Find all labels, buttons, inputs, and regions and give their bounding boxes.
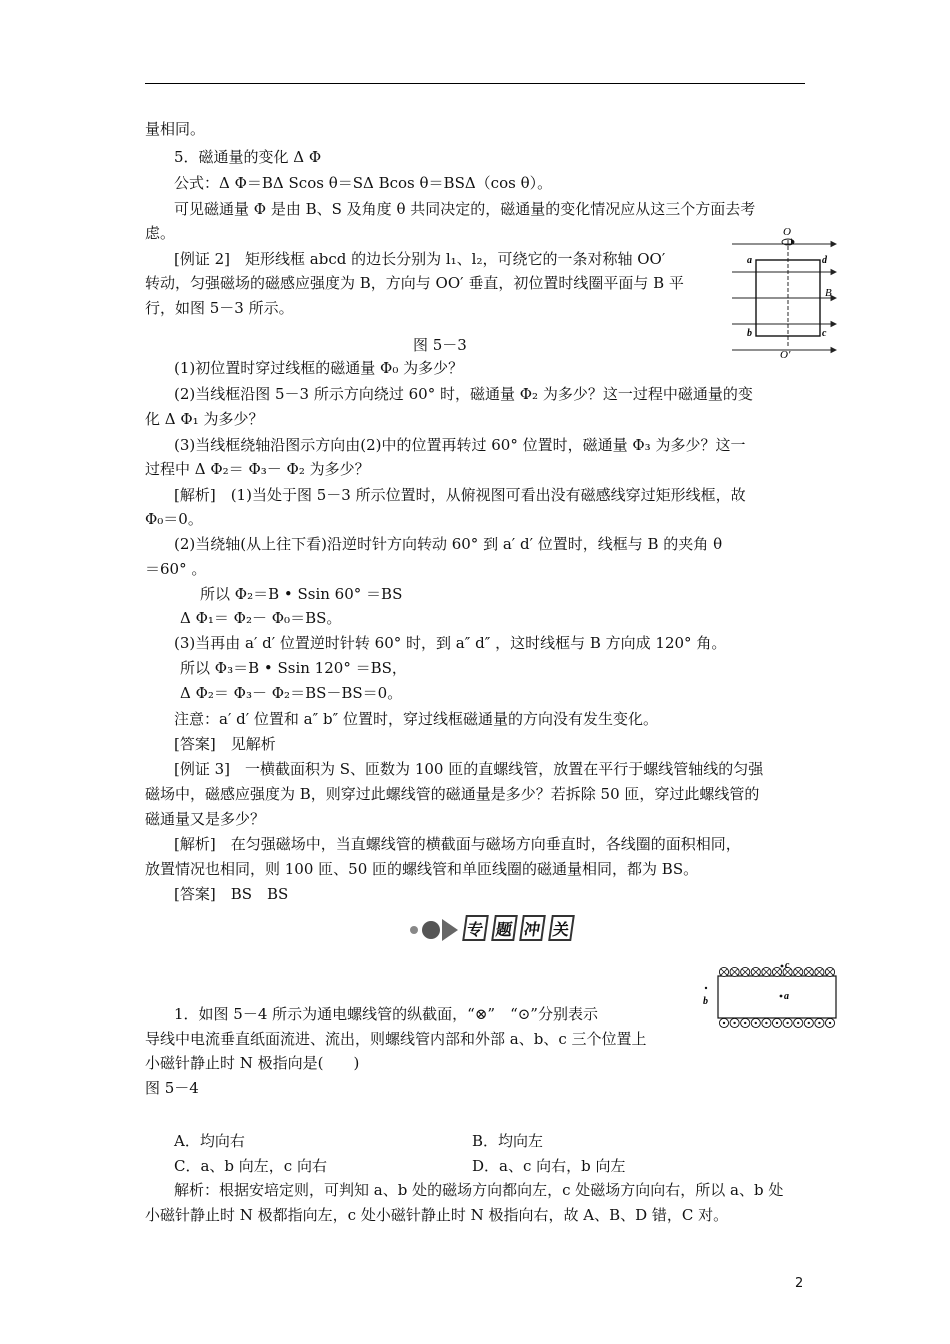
header-rule (145, 83, 805, 84)
fig54-label-b: b (703, 996, 708, 1007)
text-line: 转动，匀强磁场的磁感应强度为 B，方向与 OO′ 垂直，初位置时线圈平面与 B 平 (145, 274, 684, 292)
text-line: 磁场中，磁感应强度为 B，则穿过此螺线管的磁通量是多少？若拆除 50 匝，穿过此螺线管的 (145, 785, 760, 803)
text-line: 化 Δ Φ₁ 为多少？ (145, 410, 264, 428)
section-badge (404, 912, 576, 948)
badge-circle-icon (422, 921, 440, 939)
figure-5-3 (728, 226, 840, 360)
figure-5-4 (702, 958, 842, 1036)
text-line: 5．磁通量的变化 Δ Φ (174, 148, 322, 166)
text-line: [例证 3] 一横截面积为 S、匝数为 100 匝的直螺线管，放置在平行于螺线管轴线的匀强 (174, 760, 764, 778)
option-d: D．a、c 向右，b 向左 (472, 1157, 626, 1175)
fig54-label-a: a (784, 991, 789, 1002)
text-line: [解析] 在匀强磁场中，当直螺线管的横截面与磁场方向垂直时，各线圈的面积相同， (174, 835, 741, 853)
text-line: [答案] 见解析 (174, 735, 276, 753)
fig53-label-o: O (783, 226, 791, 238)
badge-dot-icon (410, 926, 418, 934)
fig53-label-a: a (747, 255, 752, 266)
badge-arrow-icon (442, 919, 458, 941)
badge-char: 冲 (519, 915, 545, 941)
text-line: 所以 Φ₂＝B • Ssin 60° ＝BS (200, 585, 403, 603)
fig53-label-c: c (822, 328, 827, 339)
text-line: 注意：a′ d′ 位置和 a″ b″ 位置时，穿过线框磁通量的方向没有发生变化。 (174, 710, 658, 728)
fig53-label-b: b (747, 328, 752, 339)
badge-char: 关 (548, 915, 574, 941)
option-a: A．均向右 (174, 1132, 245, 1150)
text-line: 虑。 (145, 224, 176, 242)
text-line: 可见磁通量 Φ 是由 B、S 及角度 θ 共同决定的，磁通量的变化情况应从这三个方面去考 (174, 200, 756, 218)
text-line: 公式：Δ Φ＝BΔ Scos θ＝SΔ Bcos θ＝BSΔ（cos θ）。 (174, 174, 553, 192)
fig53-label-b-field: B (825, 287, 832, 299)
question-line: 导线中电流垂直纸面流进、流出，则螺线管内部和外部 a、b、c 三个位置上 (145, 1030, 647, 1048)
text-line: Δ Φ₁＝ Φ₂－ Φ₀＝BS。 (180, 609, 342, 627)
solution-line: 解析：根据安培定则，可判知 a、b 处的磁场方向都向左，c 处磁场方向向右，所以 a、b 处 (174, 1181, 784, 1199)
fig54-label-c: c (785, 960, 790, 971)
text-line: (3)当线框绕轴沿图示方向由(2)中的位置再转过 60° 位置时，磁通量 Φ₃ 为多少？这一 (174, 436, 746, 454)
text-line: [例证 2] 矩形线框 abcd 的边长分别为 l₁、l₂，可绕它的一条对称轴 OO′ (174, 250, 666, 268)
badge-char: 专 (462, 915, 488, 941)
text-line: 放置情况也相同，则 100 匝、50 匝的螺线管和单匝线圈的磁通量相同，都为 BS。 (145, 860, 699, 878)
figure-caption: 图 5－3 (413, 336, 467, 354)
fig53-label-o-prime: O′ (780, 349, 791, 360)
figure-caption: 图 5－4 (145, 1079, 199, 1097)
text-line: 行，如图 5－3 所示。 (145, 299, 294, 317)
text-line: Δ Φ₂＝ Φ₃－ Φ₂＝BS－BS＝0。 (180, 684, 403, 702)
text-line: 磁通量又是多少？ (145, 810, 266, 828)
option-c: C．a、b 向左，c 向右 (174, 1157, 327, 1175)
text-line: [解析] (1)当处于图 5－3 所示位置时，从俯视图可看出没有磁感线穿过矩形线框，故 (174, 486, 746, 504)
text-line: 过程中 Δ Φ₂＝ Φ₃－ Φ₂ 为多少？ (145, 460, 370, 478)
text-line: 所以 Φ₃＝B • Ssin 120° ＝BS， (180, 659, 407, 677)
badge-title (464, 915, 572, 945)
text-line: (1)初位置时穿过线框的磁通量 Φ₀ 为多少？ (174, 359, 464, 377)
text-line: (2)当线框沿图 5－3 所示方向绕过 60° 时，磁通量 Φ₂ 为多少？这一过程中磁通量的变 (174, 385, 753, 403)
text-line: ＝60° 。 (145, 560, 207, 578)
text-line: (3)当再由 a′ d′ 位置逆时针转 60° 时，到 a″ d″ ，这时线框与 B 方向成 120° 角。 (174, 634, 727, 652)
badge-char: 题 (491, 915, 517, 941)
text-line: (2)当绕轴(从上往下看)沿逆时针方向转动 60° 到 a′ d′ 位置时，线框与 B 的夹角 θ (174, 535, 723, 553)
option-b: B．均向左 (472, 1132, 544, 1150)
fig53-label-d: d (822, 255, 827, 266)
solution-line: 小磁针静止时 N 极都指向左，c 处小磁针静止时 N 极指向右，故 A、B、D 错，C 对。 (145, 1206, 729, 1224)
page-number: 2 (795, 1276, 804, 1291)
text-line: 量相同。 (145, 120, 206, 138)
question-line: 1．如图 5－4 所示为通电螺线管的纵截面，“⊗” “⊙”分别表示 (174, 1005, 598, 1023)
question-line: 小磁针静止时 N 极指向是( ) (145, 1054, 360, 1072)
text-line: Φ₀＝0。 (145, 510, 203, 528)
text-line: [答案] BS BS (174, 885, 289, 903)
